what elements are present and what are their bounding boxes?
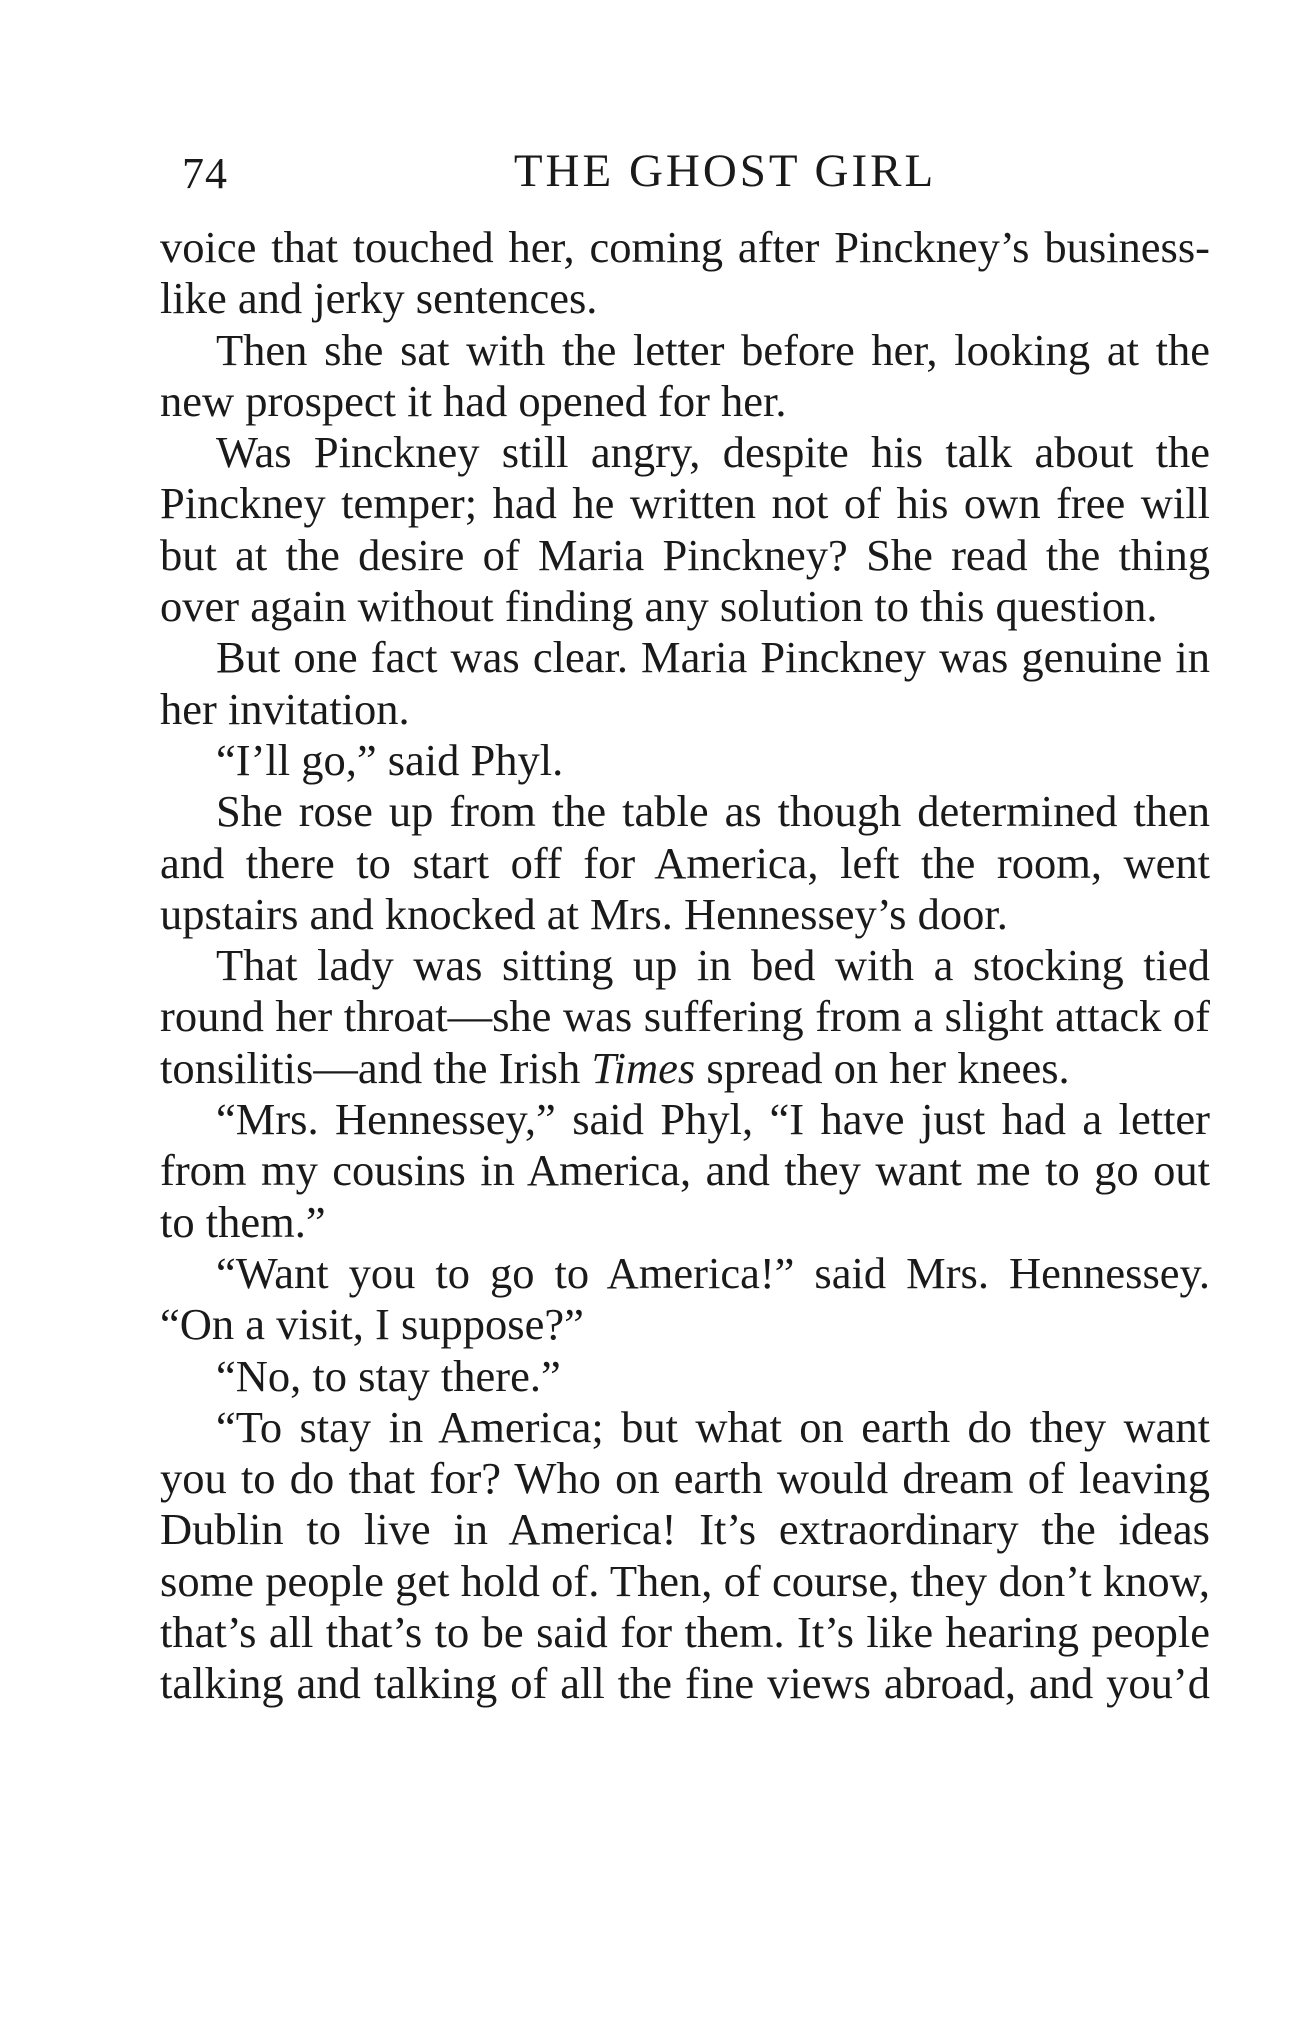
paragraph-5: “I’ll go,” said Phyl.	[216, 734, 564, 785]
paragraph-6: She rose up from the table as though determined then and there to start off for America, left the room, went upstairs and knocked at Mrs. Hennessey’s door.	[160, 786, 1210, 939]
paragraph-4: But one fact was clear. Maria Pinckney was genuine in her invitation.	[160, 632, 1210, 734]
paragraph-7-text-before: That lady was sitting up in bed with a stocking tied round her throat—she was suffering from a slight attack of tonsilitis—and the Irish	[160, 940, 1210, 1093]
body-text	[160, 222, 1210, 1710]
newspaper-title: Times	[591, 1042, 696, 1093]
paragraph-1: voice that touched her, coming after Pinckney’s business-like and jerky sentences.	[160, 222, 1210, 324]
paragraph-7-text-after: spread on her knees.	[695, 1042, 1070, 1093]
paragraph-2: Then she sat with the letter before her, looking at the new prospect it had opened for her.	[160, 324, 1210, 426]
paragraph-3: Was Pinckney still angry, despite his talk about the Pinckney temper; had he written not of his own free will but at the desire of Maria Pinckney? She read the thing over again without finding any solution to this question.	[160, 427, 1210, 632]
paragraph-7	[160, 940, 1210, 1094]
running-title: THE GHOST GIRL	[513, 145, 937, 197]
page-number: 74	[182, 149, 228, 198]
paragraph-11: “To stay in America; but what on earth do they want you to do that for? Who on earth would dream of leaving Dublin to live in America! It’s extraordinary the ideas some people get hold of. Then, of course, they don’t know, that’s all that’s to be said for them. It’s like hearing people talking and talking of all the fine views abroad, and you’d	[160, 1401, 1210, 1709]
book-page	[160, 140, 1210, 1710]
paragraph-10: “No, to stay there.”	[216, 1350, 561, 1401]
paragraph-8: “Mrs. Hennessey,” said Phyl, “I have just had a letter from my cousins in America, and they want me to go out to them.”	[160, 1094, 1210, 1247]
paragraph-9: “Want you to go to America!” said Mrs. Hennessey. “On a visit, I suppose?”	[160, 1247, 1210, 1350]
page-header	[160, 140, 1210, 218]
